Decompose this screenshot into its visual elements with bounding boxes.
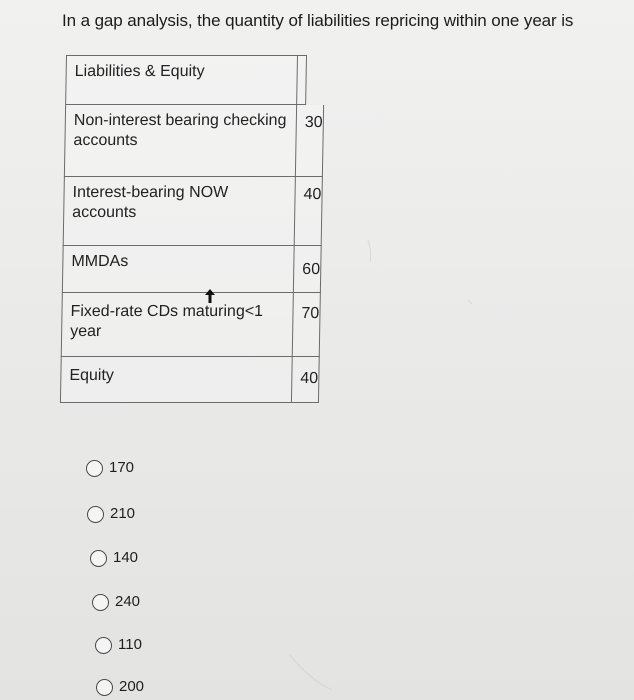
radio-unselected-icon[interactable] [90,550,107,567]
row-label: MMDAs [63,246,295,292]
row-label: Non-interest bearing checking accounts [65,105,297,176]
row-value: 40 [300,370,319,387]
row-label: Fixed-rate CDs maturing<1 year [62,293,294,356]
table-header-row [65,55,307,105]
radio-unselected-icon[interactable] [92,594,109,611]
radio-unselected-icon[interactable] [86,460,103,477]
option-label: 170 [109,459,135,476]
answer-option-200[interactable] [96,678,144,696]
cursor-arrow-icon [205,289,215,303]
row-value: 40 [303,186,322,203]
row-value: 30 [304,114,323,131]
answer-option-140[interactable] [90,549,138,567]
table-row [64,105,324,177]
answer-option-210[interactable] [87,505,135,523]
table-row [60,357,320,403]
table-row [63,177,323,246]
option-label: 200 [119,678,145,695]
radio-unselected-icon[interactable] [95,637,112,654]
table-row [61,293,321,357]
row-value: 70 [301,305,320,322]
answer-option-110[interactable] [95,636,142,654]
radio-unselected-icon[interactable] [87,506,104,523]
question-text: In a gap analysis, the quantity of liabilities repricing within one year is [62,11,574,30]
option-label: 210 [110,505,136,522]
row-value: 60 [302,261,321,278]
table-header-label: Liabilities & Equity [66,56,298,104]
liabilities-table [60,55,358,405]
option-label: 110 [118,636,142,653]
option-label: 240 [115,593,141,610]
radio-unselected-icon[interactable] [96,679,113,696]
row-label: Equity [61,357,293,402]
answer-option-240[interactable] [92,593,140,611]
table-row [62,246,322,293]
option-label: 140 [113,549,139,566]
answer-option-170[interactable] [86,459,134,477]
row-label: Interest-bearing NOW accounts [64,177,296,245]
table-header-value [297,56,306,104]
